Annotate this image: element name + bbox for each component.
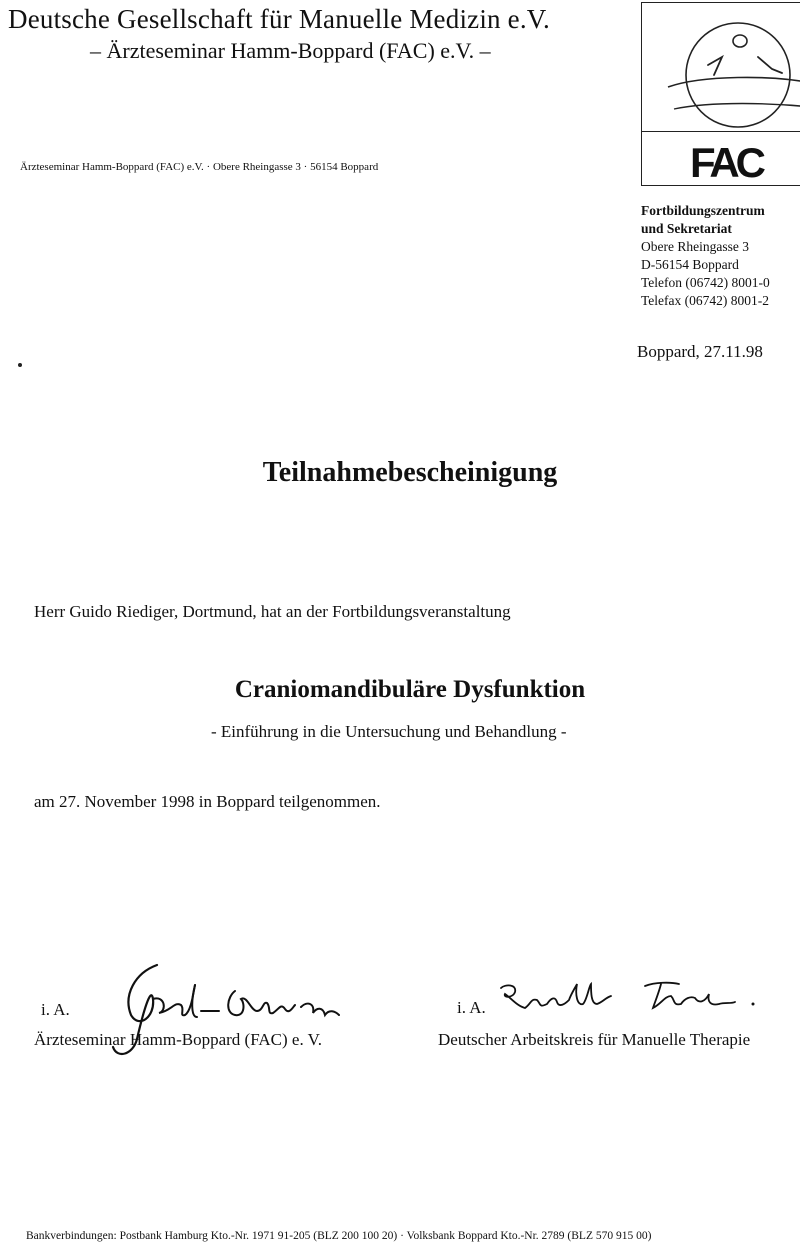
organization-subtitle: – Ärzteseminar Hamm-Boppard (FAC) e.V. – xyxy=(90,38,491,63)
contact-phone: Telefon (06742) 8001-0 xyxy=(641,275,770,290)
logo-divider xyxy=(642,131,800,132)
course-subtitle: - Einführung in die Untersuchung und Behandlung - xyxy=(211,722,567,741)
contact-fax: Telefax (06742) 8001-2 xyxy=(641,293,770,308)
margin-dot xyxy=(18,363,22,367)
fac-logo xyxy=(690,137,770,183)
organization-name: Deutsche Gesellschaft für Manuelle Medizin e.V. xyxy=(8,4,550,34)
fac-logo-text: FAC xyxy=(690,139,762,183)
sender-address-line: Ärzteseminar Hamm-Boppard (FAC) e.V. · Obere Rheingasse 3 · 56154 Boppard xyxy=(20,161,379,173)
logo-box xyxy=(641,2,800,186)
document-date: Boppard, 27.11.98 xyxy=(637,342,763,361)
course-title: Craniomandibuläre Dysfunktion xyxy=(234,676,586,703)
right-signature xyxy=(495,978,765,1018)
contact-block xyxy=(641,202,770,310)
attendance-text: am 27. November 1998 in Boppard teilgenommen. xyxy=(34,792,381,811)
right-signatory-org: Deutscher Arbeitskreis für Manuelle Therapie xyxy=(438,1030,751,1049)
contact-street: Obere Rheingasse 3 xyxy=(641,239,749,254)
document-title: Teilnahmebescheinigung xyxy=(262,457,558,488)
contact-city: D-56154 Boppard xyxy=(641,257,739,272)
left-ia-label: i. A. xyxy=(41,1000,70,1019)
fac-emblem-icon xyxy=(662,17,800,129)
contact-line-1: Fortbildungszentrum xyxy=(641,203,765,218)
right-ia-label: i. A. xyxy=(457,998,486,1017)
left-signature xyxy=(95,955,355,1065)
bank-details: Bankverbindungen: Postbank Hamburg Kto.-Nr. 1971 91-205 (BLZ 200 100 20) · Volksbank Boppard Kto.-Nr. 2789 (BLZ 570 915 00) xyxy=(26,1230,652,1242)
intro-text: Herr Guido Riediger, Dortmund, hat an der Fortbildungsveranstaltung xyxy=(34,602,511,621)
contact-line-2: und Sekretariat xyxy=(641,221,732,236)
left-signatory-org: Ärzteseminar Hamm-Boppard (FAC) e. V. xyxy=(34,1030,322,1049)
